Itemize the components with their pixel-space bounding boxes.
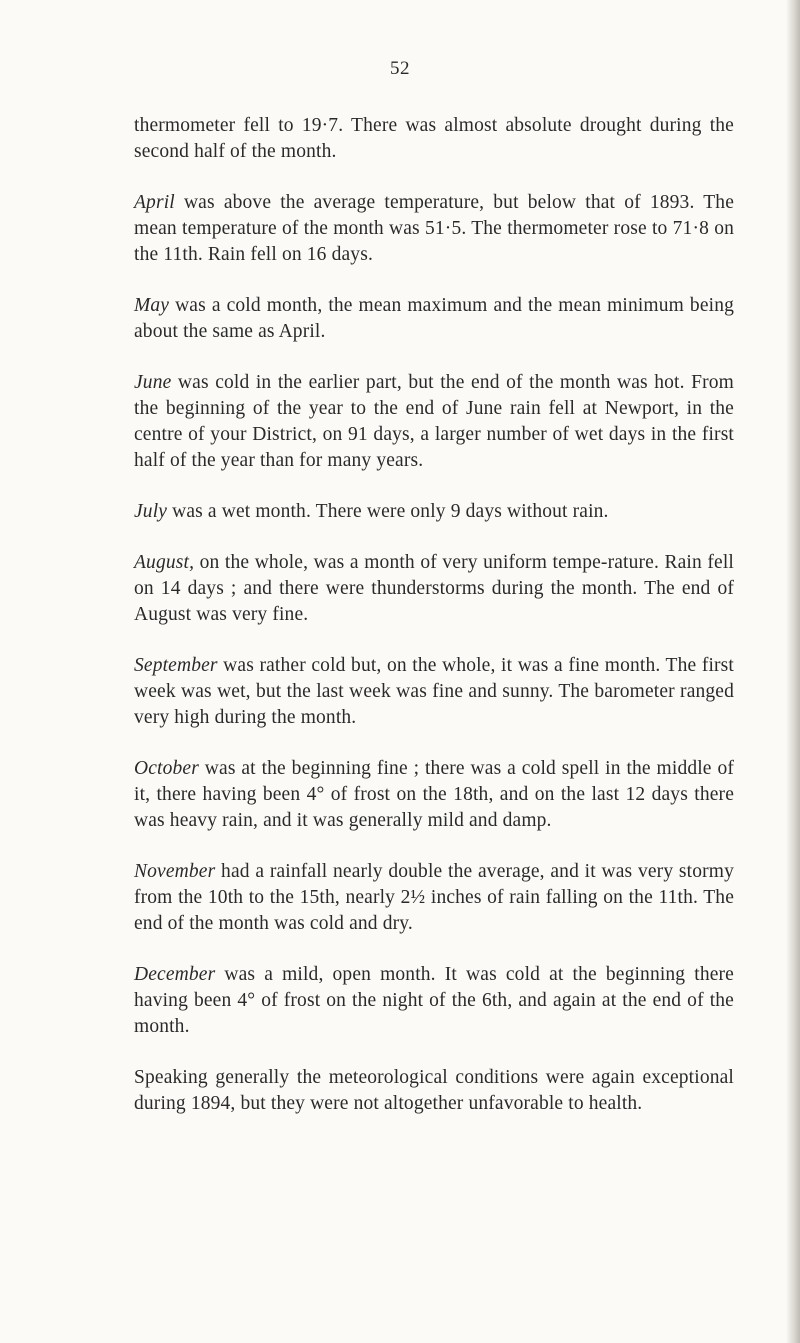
paragraph-april (134, 190, 734, 268)
month-name: July (134, 501, 168, 522)
paragraph-text: Speaking generally the meteorological conditions were again exceptional during 1894, but they were not altogether unfavorable to health. (134, 1067, 734, 1114)
page-number: 52 (390, 58, 410, 79)
month-name: August, (134, 552, 195, 573)
paragraph-text: was at the beginning fine ; there was a cold spell in the middle of it, there having been 4° of frost on the 18th, and on the last 12 days there was heavy rain, and it was generally mild and damp. (134, 758, 734, 831)
paragraph-text: was above the average temperature, but below that of 1893. The mean temperature of the month was 51·5. The thermometer rose to 71·8 on the 11th. Rain fell on 16 days. (134, 192, 734, 265)
paragraph-december (134, 962, 734, 1040)
paragraph-march-continued (134, 113, 734, 165)
page-edge-shadow (786, 0, 800, 1343)
month-name: June (134, 372, 172, 393)
paragraph-text: was cold in the earlier part, but the end of the month was hot. From the beginning of the year to the end of June rain fell at Newport, in the centre of your District, on 91 days, a larger number of wet days in the first half of the year than for many years. (134, 372, 734, 471)
paragraph-october (134, 756, 734, 834)
month-name: September (134, 655, 218, 676)
paragraph-text: thermometer fell to 19·7. There was almost absolute drought during the second half of the month. (134, 115, 734, 162)
paragraph-text: was rather cold but, on the whole, it was a fine month. The first week was wet, but the last week was fine and sunny. The barometer ranged very high during the month. (134, 655, 734, 728)
paragraph-august (134, 550, 734, 628)
month-name: October (134, 758, 199, 779)
paragraph-june (134, 370, 734, 474)
month-name: April (134, 192, 175, 213)
month-name: November (134, 861, 216, 882)
paragraph-september (134, 653, 734, 731)
paragraph-november (134, 859, 734, 937)
paragraph-text: on the whole, was a month of very uniform tempe-rature. Rain fell on 14 days ; and there were thunderstorms during the month. The end of August was very fine. (134, 552, 734, 625)
paragraph-may (134, 293, 734, 345)
text-column (134, 113, 734, 1142)
paragraph-text: was a wet month. There were only 9 days without rain. (167, 501, 609, 522)
month-name: December (134, 964, 216, 985)
month-name: May (134, 295, 170, 316)
paragraph-text: was a cold month, the mean maximum and the mean minimum being about the same as April. (134, 295, 734, 342)
paragraph-text: was a mild, open month. It was cold at the beginning there having been 4° of frost on the night of the 6th, and again at the end of the month. (134, 964, 734, 1037)
paragraph-july (134, 499, 734, 525)
paragraph-text: had a rainfall nearly double the average, and it was very stormy from the 10th to the 15th, nearly 2½ inches of rain falling on the 11th. The end of the month was cold and dry. (134, 861, 734, 934)
paragraph-summary (134, 1065, 734, 1117)
